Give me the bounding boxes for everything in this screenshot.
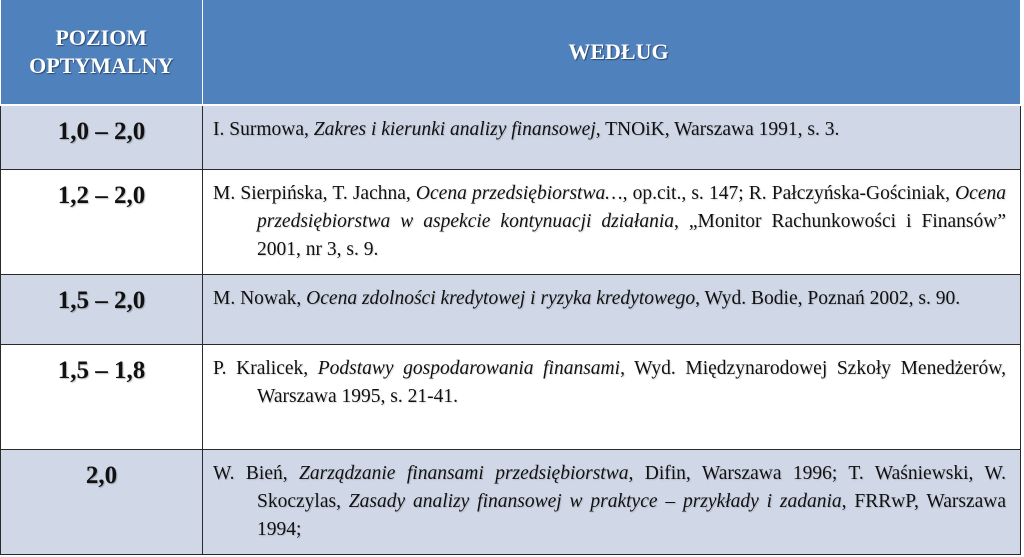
reference-title: Ocena przedsiębiorstwa… <box>415 182 623 204</box>
header-source: WEDŁUG <box>203 0 1021 105</box>
reference-text: , FRRwP, Warszawa 1994; <box>257 490 1006 540</box>
reference-title: Zasady analizy finansowej w praktyce – przykłady i zadania <box>348 490 842 512</box>
table-row <box>1 169 1021 274</box>
reference-text: M. Sierpińska, T. Jachna, <box>213 182 416 204</box>
reference-cell <box>203 274 1021 344</box>
header-row <box>1 0 1021 105</box>
reference-title: Ocena zdolności kredytowej i ryzyka kredytowego <box>306 287 696 309</box>
table-row <box>1 274 1021 344</box>
level-cell: 1,0 – 2,0 <box>1 105 203 169</box>
level-cell: 1,5 – 2,0 <box>1 274 203 344</box>
reference-text: W. Bień, <box>213 462 300 484</box>
reference-cell <box>203 169 1021 274</box>
reference-text: , Wyd. Bodie, Poznań 2002, s. 90. <box>695 287 961 309</box>
level-cell: 2,0 <box>1 449 203 554</box>
reference-title: Zakres i kierunki analizy finansowej <box>313 119 596 140</box>
reference-cell <box>203 449 1021 554</box>
reference-text: P. Kralicek, <box>213 357 318 379</box>
reference-text: , „Monitor Rachunkowości i Finansów” 2001, nr 3, s. 9. <box>257 210 1006 260</box>
level-cell: 1,5 – 1,8 <box>1 344 203 449</box>
table-row <box>1 449 1021 554</box>
reference-text: , Wyd. Międzynarodowej Szkoły Menedżerów, Warszawa 1995, s. 21-41. <box>257 357 1006 407</box>
reference-text: , TNOiK, Warszawa 1991, s. 3. <box>595 119 840 140</box>
reference-title: Zarządzanie finansami przedsiębiorstwa <box>299 462 629 484</box>
reference-title: Ocena przedsiębiorstwa w aspekcie kontynuacji działania <box>257 182 1006 232</box>
reference-text: I. Surmowa, <box>213 119 314 140</box>
reference-text: M. Nowak, <box>213 287 307 309</box>
header-level: POZIOM OPTYMALNY <box>1 0 203 105</box>
level-cell: 1,2 – 2,0 <box>1 169 203 274</box>
reference-cell <box>203 344 1021 449</box>
table-row <box>1 344 1021 449</box>
reference-cell <box>203 105 1021 169</box>
table-row <box>1 105 1021 169</box>
reference-title: Podstawy gospodarowania finansami <box>317 357 621 379</box>
reference-text: , Difin, Warszawa 1996; T. Waśniewski, W. Skoczylas, <box>257 462 1006 512</box>
reference-text: , op.cit., s. 147; R. Pałczyńska-Gościniak, <box>622 182 956 204</box>
